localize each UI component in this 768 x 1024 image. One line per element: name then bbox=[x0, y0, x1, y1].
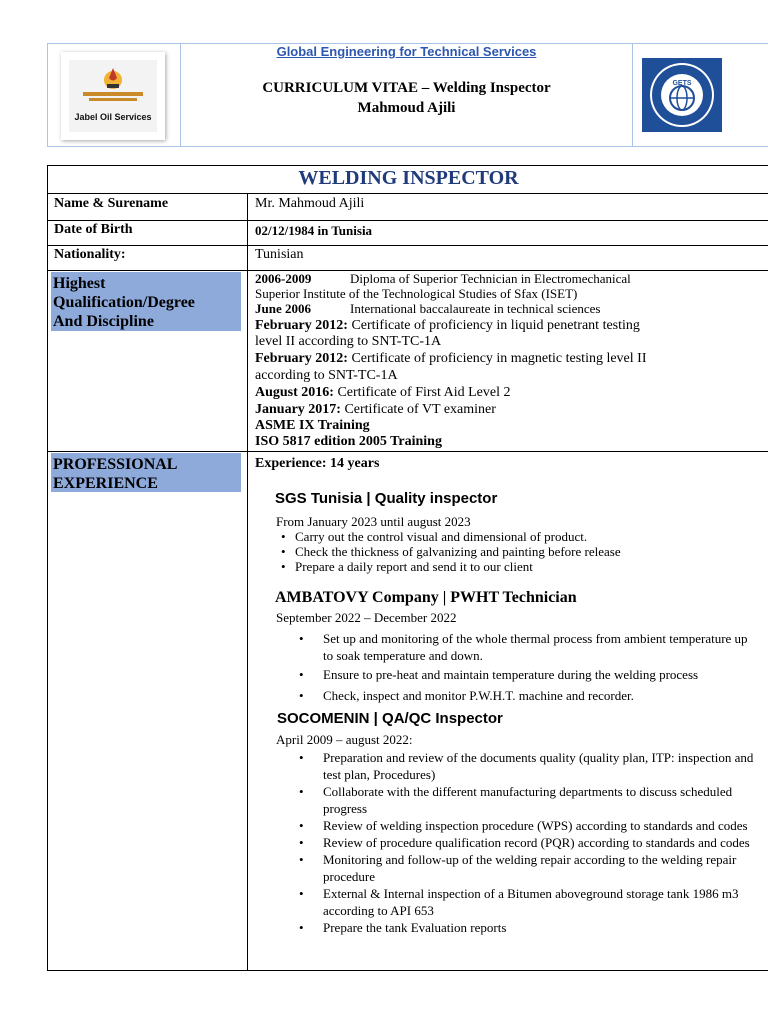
nationality-value: Tunisian bbox=[255, 247, 304, 262]
company-name: Global Engineering for Technical Services bbox=[276, 44, 537, 59]
logo-text: Jabel Oil Services bbox=[74, 112, 152, 122]
entry-text: Certificate of proficiency in magnetic testing level II bbox=[347, 351, 647, 366]
list-item: • Review of procedure qualification record (PQR) according to standards and codes bbox=[276, 834, 756, 851]
list-item: • Check, inspect and monitor P.W.H.T. machine and recorder. bbox=[276, 687, 756, 704]
gets-logo bbox=[642, 58, 722, 132]
entry-date: ASME IX Training bbox=[255, 418, 370, 433]
entry-text: Certificate of VT examiner bbox=[340, 402, 496, 417]
entry-date: June 2006 bbox=[255, 301, 311, 316]
cv-title: CURRICULUM VITAE – Welding Inspector bbox=[262, 80, 551, 96]
qualification-entry bbox=[255, 402, 760, 418]
job-period: April 2009 – august 2022: bbox=[276, 732, 413, 747]
job-heading: SOCOMENIN | QA/QC Inspector bbox=[277, 710, 503, 727]
table-border bbox=[47, 165, 48, 971]
list-item: • Carry out the control visual and dimensional of product. bbox=[276, 529, 756, 544]
job-heading: AMBATOVY Company | PWHT Technician bbox=[275, 589, 577, 606]
entry-text: Superior Institute of the Technological Studies of Sfax (ISET) bbox=[255, 286, 578, 301]
qualification-entry bbox=[255, 351, 760, 367]
qualification-label bbox=[51, 272, 241, 331]
nationality-label: Nationality: bbox=[54, 247, 126, 262]
qualification-entry bbox=[255, 385, 760, 401]
qualification-entry bbox=[255, 334, 760, 350]
oil-drop-icon bbox=[69, 60, 157, 110]
entry-text: International baccalaureate in technical sciences bbox=[350, 301, 601, 316]
experience-label-line: PROFESSIONAL bbox=[53, 456, 178, 473]
list-item: • Monitoring and follow-up of the welding repair according to the welding repair procedure bbox=[276, 851, 756, 885]
experience-label bbox=[51, 453, 241, 492]
person-name: Mahmoud Ajili bbox=[357, 100, 456, 116]
row-divider bbox=[47, 451, 768, 452]
row-divider bbox=[47, 220, 768, 221]
entry-date: 2006-2009 bbox=[255, 271, 312, 286]
list-item: • Prepare the tank Evaluation reports bbox=[276, 919, 756, 936]
name-label: Name & Surename bbox=[54, 196, 169, 211]
table-border bbox=[47, 970, 768, 971]
entry-date: February 2012: bbox=[255, 351, 348, 366]
experience-label-line: EXPERIENCE bbox=[53, 475, 158, 492]
entry-date: ISO 5817 edition 2005 Training bbox=[255, 434, 442, 449]
qualification-entry bbox=[255, 368, 760, 384]
entry-text: Certificate of proficiency in liquid penetrant testing bbox=[347, 318, 640, 333]
entry-text: level II according to SNT-TC-1A bbox=[255, 334, 442, 349]
entry-date: February 2012: bbox=[255, 318, 348, 333]
entry-text: according to SNT-TC-1A bbox=[255, 368, 398, 383]
list-item: • Review of welding inspection procedure (WPS) according to standards and codes bbox=[276, 817, 756, 834]
dob-value: 02/12/1984 in Tunisia bbox=[255, 223, 373, 238]
qualification-entry bbox=[255, 287, 760, 301]
list-item: • Set up and monitoring of the whole thermal process from ambient temperature up to soak temperature and down. bbox=[276, 630, 756, 664]
qualification-label-line: Highest bbox=[53, 275, 106, 292]
job-heading: SGS Tunisia | Quality inspector bbox=[275, 490, 498, 507]
list-item: • External & Internal inspection of a Bitumen aboveground storage tank 1986 m3 according to API 653 bbox=[276, 885, 756, 919]
job-duties bbox=[276, 529, 756, 574]
experience-summary: Experience: 14 years bbox=[255, 456, 380, 471]
list-item: • Prepare a daily report and send it to our client bbox=[276, 559, 756, 574]
row-divider bbox=[47, 245, 768, 246]
row-divider bbox=[47, 193, 768, 194]
qualification-entry bbox=[255, 318, 760, 334]
table-title: WELDING INSPECTOR bbox=[298, 167, 519, 189]
cv-table bbox=[47, 165, 768, 971]
entry-text: Certificate of First Aid Level 2 bbox=[333, 385, 511, 400]
entry-text: Diploma of Superior Technician in Electromechanical bbox=[350, 271, 631, 286]
document-header bbox=[47, 43, 768, 147]
name-value: Mr. Mahmoud Ajili bbox=[255, 196, 365, 211]
list-item: • Collaborate with the different manufacturing departments to discuss scheduled progress bbox=[276, 783, 756, 817]
job-duties bbox=[276, 630, 756, 704]
qualification-entry bbox=[255, 434, 760, 450]
list-item: • Preparation and review of the documents quality (quality plan, ITP: inspection and test plan, Procedures) bbox=[276, 749, 756, 783]
column-divider bbox=[247, 193, 248, 971]
qualification-label-line: Qualification/Degree bbox=[53, 294, 195, 311]
job-period: From January 2023 until august 2023 bbox=[276, 514, 471, 529]
job-duties bbox=[276, 749, 756, 936]
entry-date: August 2016: bbox=[255, 385, 334, 400]
qualification-entry bbox=[255, 418, 760, 434]
jabel-oil-logo bbox=[61, 52, 165, 140]
qualification-entry bbox=[255, 272, 760, 286]
globe-seal-icon bbox=[642, 58, 722, 132]
qualification-entry bbox=[255, 302, 760, 316]
header-divider bbox=[632, 44, 633, 146]
entry-date: January 2017: bbox=[255, 402, 341, 417]
job-period: September 2022 – December 2022 bbox=[276, 610, 457, 625]
logo-text: GETS bbox=[672, 80, 692, 87]
dob-label: Date of Birth bbox=[54, 222, 133, 237]
qualification-label-line: And Discipline bbox=[53, 313, 154, 330]
list-item: • Check the thickness of galvanizing and painting before release bbox=[276, 544, 756, 559]
list-item: • Ensure to pre-heat and maintain temperature during the welding process bbox=[276, 666, 756, 683]
